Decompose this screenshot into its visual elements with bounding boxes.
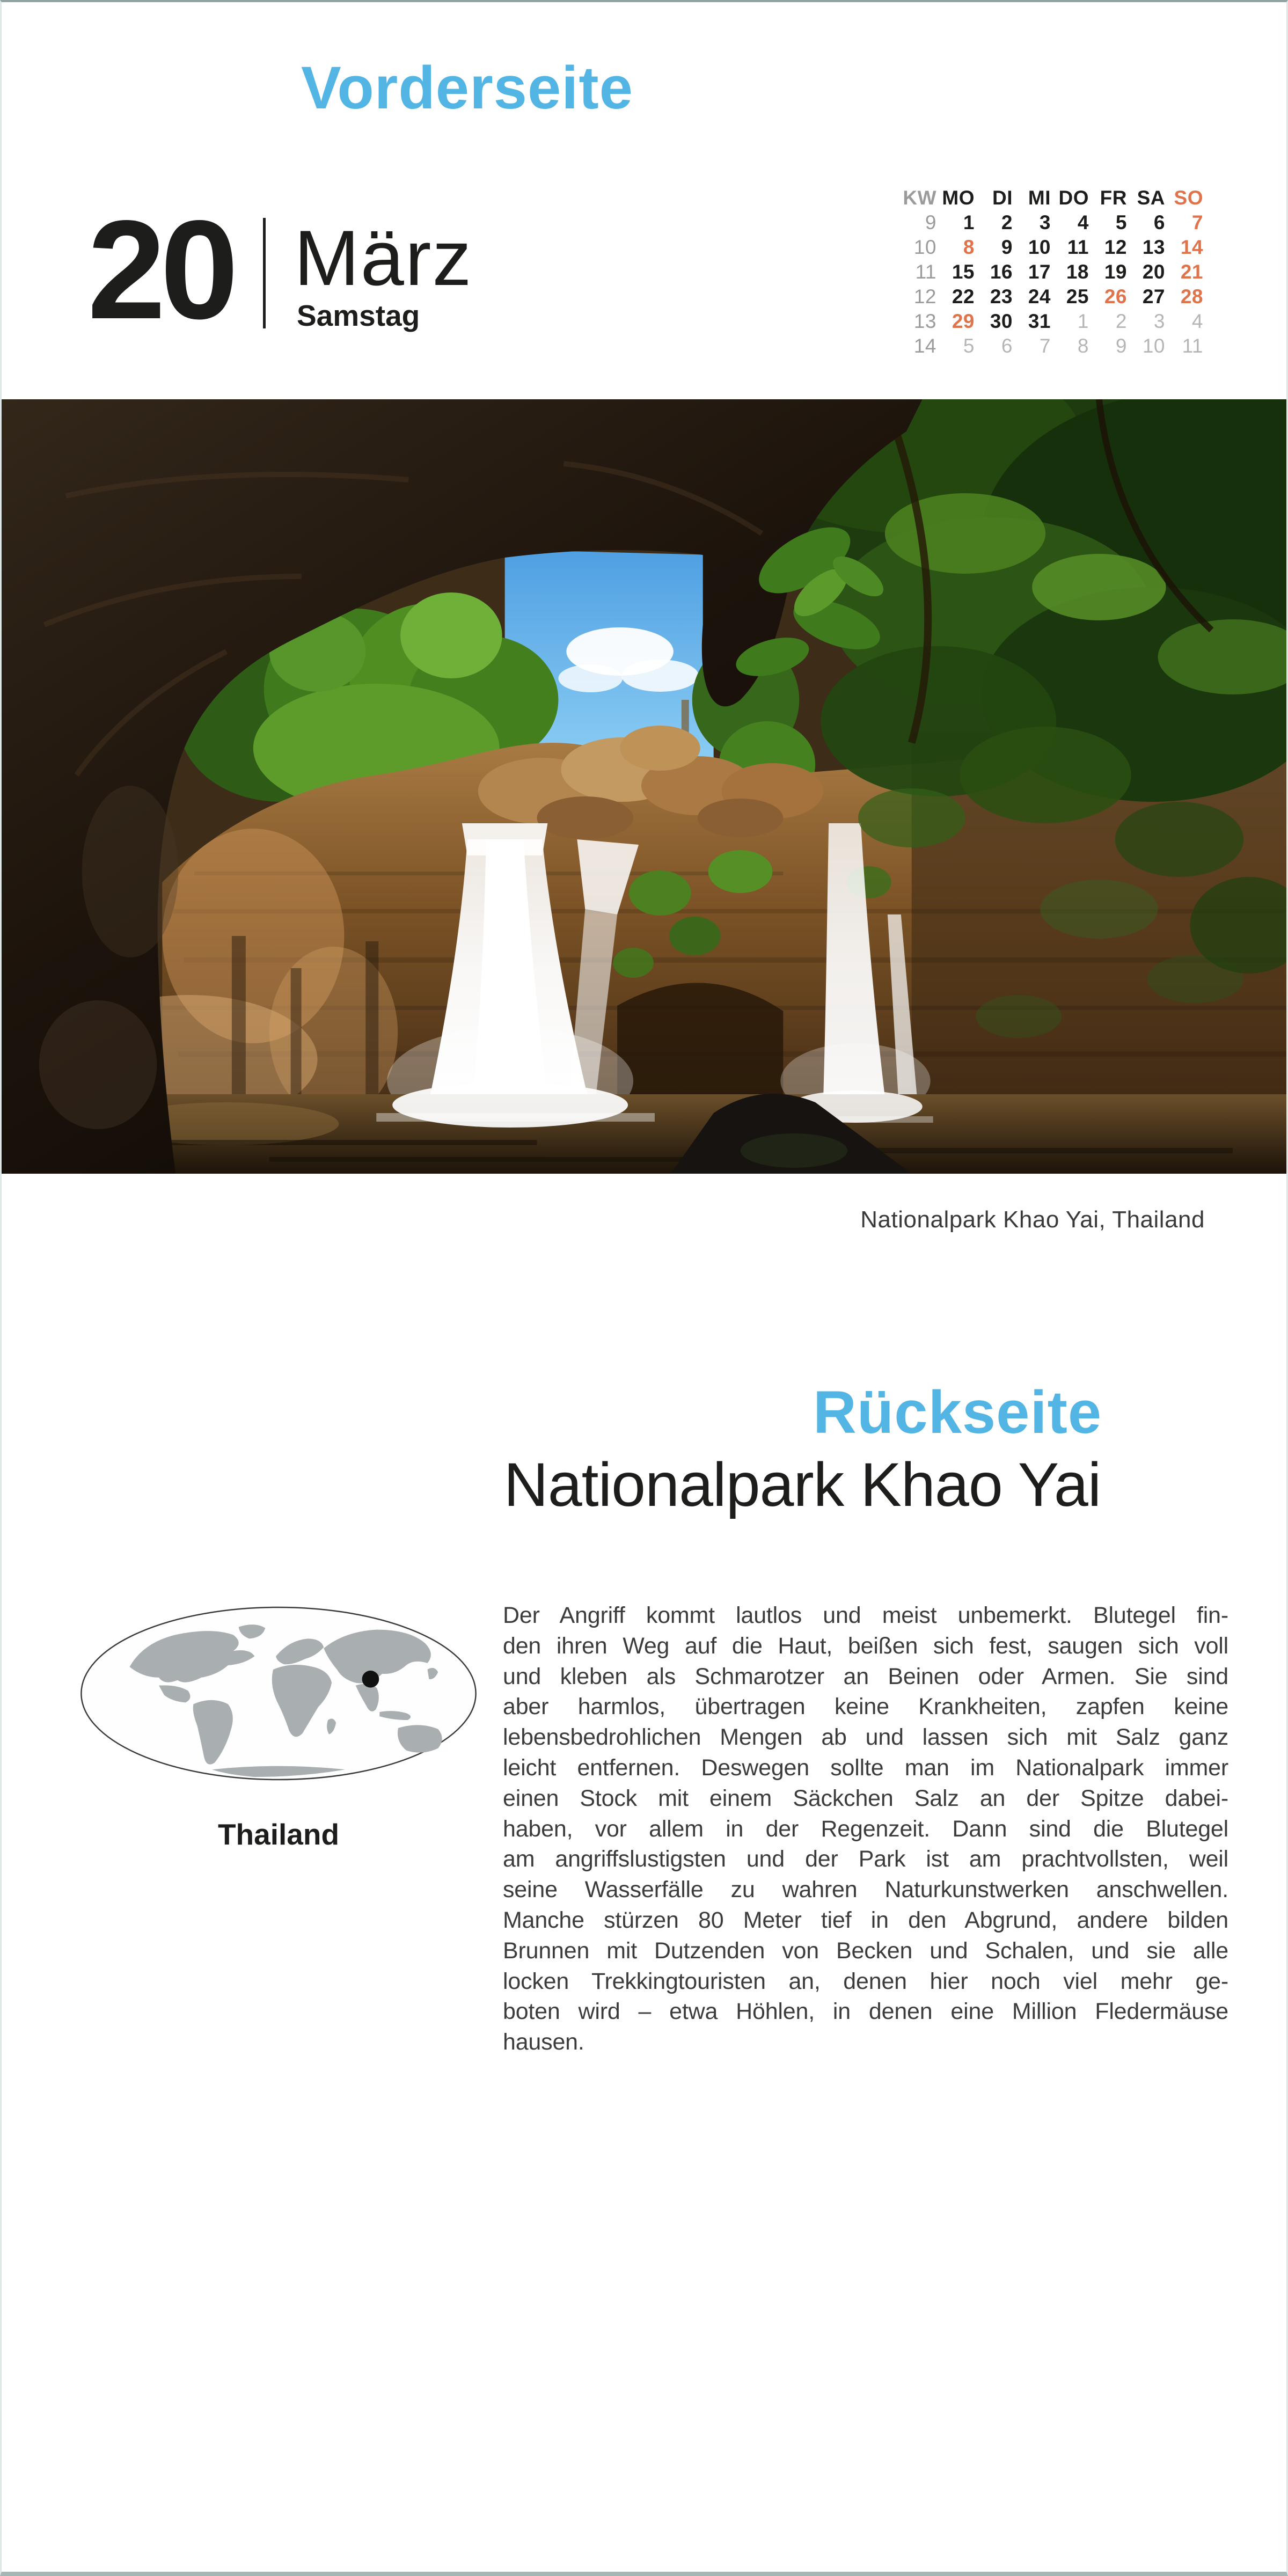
calendar-col-header-mo: MO [942, 187, 975, 209]
calendar-day-cell: 2 [1115, 310, 1127, 332]
calendar-day-cell: 4 [1077, 211, 1089, 233]
article-text-line: hausen. [503, 2029, 584, 2055]
map-country-label: Thailand [217, 1818, 340, 1851]
calendar-day-cell: 9 [1115, 335, 1127, 357]
article-text-line: am angriffslustigsten und der Park ist am prachtvollsten, weil [503, 1846, 1228, 1872]
article-text-line: Brunnen mit Dutzenden von Becken und Schalen, und sie alle [503, 1937, 1228, 1964]
thailand-location-dot [362, 1671, 379, 1688]
article-text-line: leicht entfernen. Deswegen sollte man im Nationalpark immer [503, 1754, 1228, 1781]
calendar-day-cell: 22 [952, 286, 975, 308]
calendar-col-header-sa: SA [1137, 187, 1165, 209]
calendar-col-header-fr: FR [1100, 187, 1127, 209]
day-number: 20 [87, 191, 233, 348]
calendar-day-cell: 16 [990, 261, 1013, 283]
calendar-day-cell: 27 [1142, 286, 1165, 308]
calendar-day-cell: 7 [1039, 335, 1051, 357]
calendar-day-cell: 3 [1039, 211, 1051, 233]
calendar-day-cell: 11 [1067, 236, 1089, 258]
calendar-day-cell: 19 [1104, 261, 1127, 283]
article-text-line: einen Stock mit einem Säckchen Salz an der Spitze dabei- [503, 1785, 1228, 1811]
article-text-line: und kleben als Schmarotzer an Beinen oder Armen. Sie sind [503, 1663, 1228, 1689]
calendar-day-cell: 12 [1104, 236, 1127, 258]
article-text-line: locken Trekkingtouristen an, denen hier noch viel mehr ge- [503, 1968, 1228, 1994]
calendar-week-number: 14 [913, 335, 936, 357]
calendar-col-header-do: DO [1058, 187, 1089, 209]
waterfall-photo-illustration [2, 399, 1286, 1174]
calendar-day-cell: 5 [963, 335, 975, 357]
article-text-line: haben, vor allem in der Regenzeit. Dann sind die Blutegel [503, 1816, 1228, 1842]
world-map [77, 1606, 480, 1781]
calendar-day-cell: 21 [1180, 261, 1203, 283]
article-text-line: boten wird – etwa Höhlen, in denen eine Million Fledermäuse [503, 1999, 1228, 2025]
calendar-day-cell: 26 [1104, 286, 1127, 308]
calendar-day-cell: 4 [1191, 310, 1203, 332]
calendar-day-cell: 18 [1066, 261, 1089, 283]
calendar-day-cell: 23 [990, 286, 1013, 308]
calendar-day-cell: 10 [1142, 335, 1165, 357]
calendar-week-number: 9 [925, 211, 936, 233]
calendar-day-cell: 9 [1001, 236, 1013, 258]
calendar-day-cell: 8 [963, 236, 975, 258]
calendar-day-cell: 3 [1153, 310, 1165, 332]
calendar-day-cell: 10 [1028, 236, 1051, 258]
calendar-day-cell: 28 [1180, 286, 1203, 308]
calendar-day-cell: 11 [1182, 335, 1203, 357]
calendar-day-cell: 13 [1142, 236, 1165, 258]
calendar-week-number: 11 [915, 261, 936, 283]
photo-caption: Nationalpark Khao Yai, Thailand [860, 1206, 1205, 1233]
calendar-day-cell: 6 [1153, 211, 1165, 233]
calendar-day-cell: 24 [1028, 286, 1051, 308]
calendar-day-cell: 8 [1077, 335, 1089, 357]
calendar-day-cell: 7 [1191, 211, 1203, 233]
article-text-line: Manche stürzen 80 Meter tief in den Abgrund, andere bilden [503, 1907, 1228, 1933]
article-text-line: seine Wasserfälle zu wahren Naturkunstwerken anschwellen. [503, 1877, 1228, 1903]
calendar-col-header-mi: MI [1028, 187, 1051, 209]
calendar-day-cell: 17 [1028, 261, 1051, 283]
calendar-col-header-so: SO [1174, 187, 1203, 209]
waterfall-photo [2, 399, 1286, 1174]
calendar-col-header-di: DI [992, 187, 1013, 209]
calendar-day-cell: 29 [952, 310, 975, 332]
article-text-line: aber harmlos, übertragen keine Krankheiten, zapfen keine [503, 1694, 1228, 1720]
world-map-illustration [77, 1606, 480, 1781]
calendar-day-cell: 20 [1142, 261, 1165, 283]
calendar-day-cell: 31 [1028, 310, 1051, 332]
calendar-day-cell: 30 [990, 310, 1013, 332]
article-text-line: Der Angriff kommt lautlos und meist unbemerkt. Blutegel fin- [503, 1602, 1228, 1628]
article-title: Nationalpark Khao Yai [503, 1451, 1101, 1519]
article-text [503, 1600, 1228, 2058]
calendar-day-cell: 1 [1077, 310, 1089, 332]
date-divider-line [263, 218, 266, 328]
calendar-day-cell: 5 [1115, 211, 1127, 233]
article-text-line: den ihren Weg auf die Haut, beißen sich fest, saugen sich voll [503, 1633, 1228, 1659]
calendar-day-cell: 1 [963, 211, 975, 233]
calendar-week-number: 13 [913, 310, 936, 332]
calendar-day-cell: 2 [1001, 211, 1013, 233]
calendar-col-header-kw: KW [903, 187, 936, 209]
calendar-week-number: 12 [913, 286, 936, 308]
calendar-day-cell: 6 [1001, 335, 1013, 357]
calendar-day-cell: 14 [1180, 236, 1203, 258]
article-text-line: lebensbedrohlichen Mengen ab und lassen sich mit Salz ganz [503, 1724, 1228, 1751]
calendar-day-cell: 15 [952, 261, 975, 283]
weekday-name: Samstag [297, 299, 420, 332]
month-name: März [294, 214, 473, 302]
calendar-day-cell: 25 [1066, 286, 1089, 308]
front-side-heading: Vorderseite [301, 54, 633, 121]
calendar-week-number: 10 [913, 236, 936, 258]
back-side-heading: Rückseite [813, 1379, 1102, 1446]
mini-month-calendar [898, 186, 1203, 358]
